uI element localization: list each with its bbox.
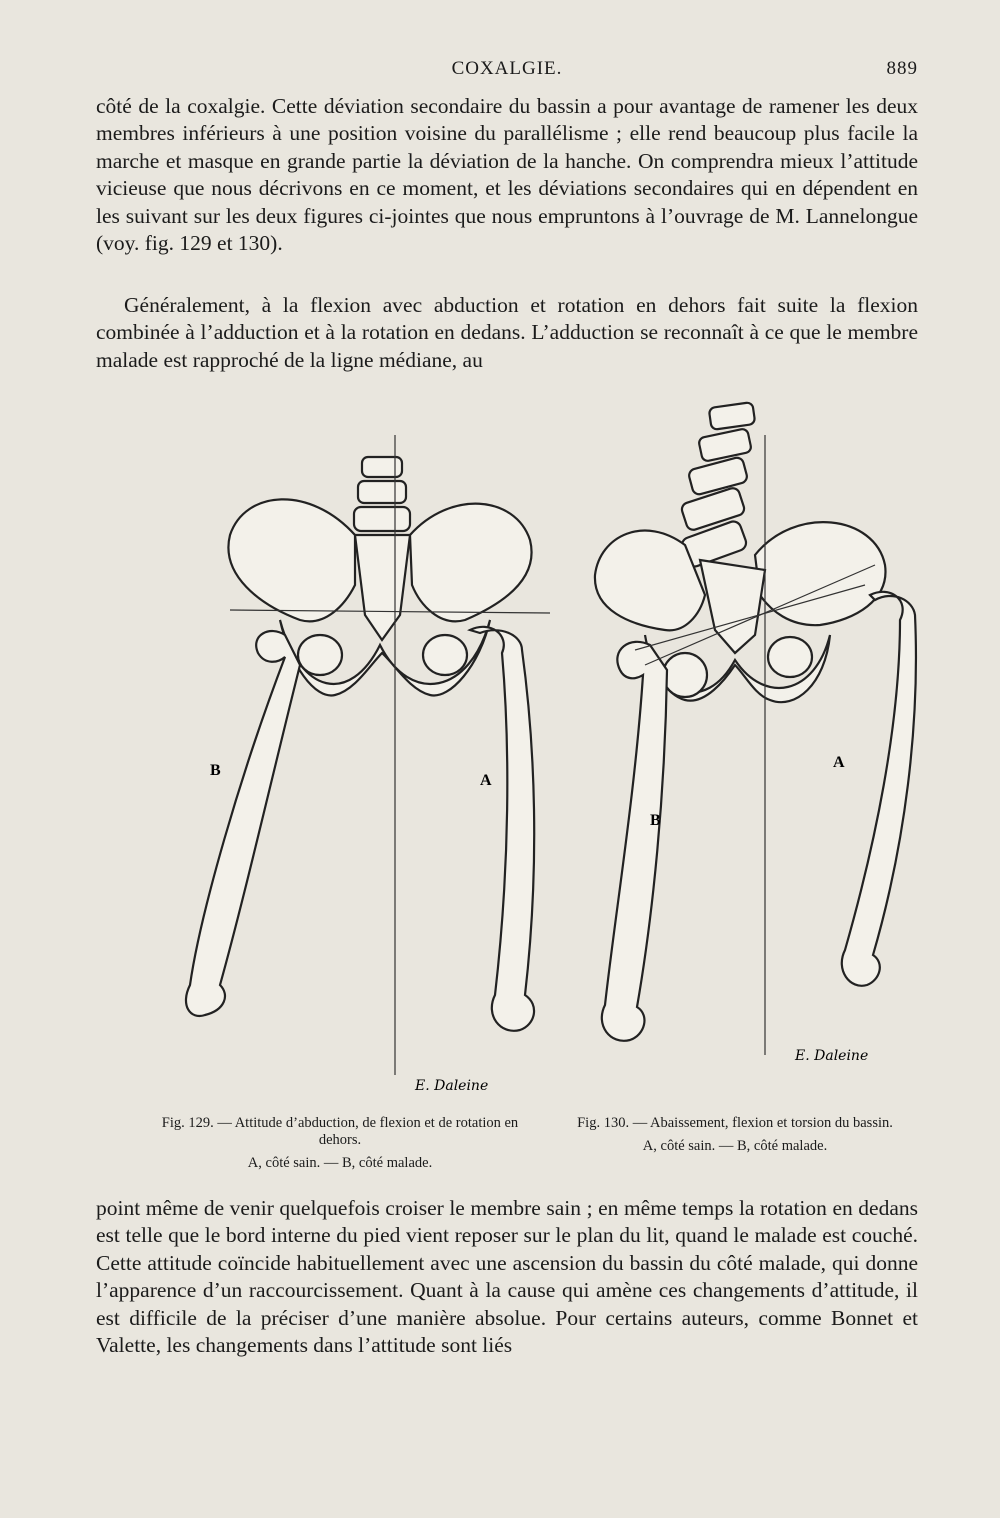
pelvis-torsion-drawing [575, 395, 935, 1115]
paragraph-top: côté de la coxalgie. Cette déviation secondaire du bassin a pour avantage de ramener les deux membres inférieurs à une position voisine du parallélisme ; elle rend beaucoup plus facile la marche et masque en grande partie la déviation de la hanche. On comprendra mieux l’attitude vicieuse que nous décrivons en ce moment, et les déviations secondaires qui en dépendent en les suivant sur les deux figures ci-jointes que nous empruntons à l’ouvrage de M. Lannelongue (voy. fig. 129 et 130). [96, 94, 918, 256]
right-obturator [768, 637, 812, 677]
right-iliac-wing [755, 522, 885, 625]
label-b: B [650, 812, 661, 829]
left-obturator [298, 635, 342, 675]
vertebra [354, 507, 410, 531]
caption-text: Fig. 130. — Abaissement, flexion et torsion du bassin. [577, 1115, 893, 1131]
label-b: B [210, 762, 221, 779]
figure-130-caption [560, 1115, 910, 1155]
pelvis-abduction-drawing [150, 395, 550, 1115]
vertebra [688, 456, 749, 496]
femur-right [470, 627, 534, 1031]
femur-left [602, 642, 667, 1041]
femur-right [842, 592, 916, 986]
vertebra [358, 481, 406, 503]
artist-signature: E. Daleine [795, 1048, 869, 1064]
vertebra [698, 428, 752, 462]
running-title: COXALGIE. [451, 58, 563, 79]
right-obturator [423, 635, 467, 675]
artist-signature: E. Daleine [415, 1078, 489, 1094]
caption-text: Fig. 129. — Attitude d’abduction, de flexion et de rotation en dehors. [161, 1115, 519, 1148]
running-header [96, 58, 918, 84]
caption-legend: A, côté sain. — B, côté malade. [642, 1138, 828, 1154]
sacrum [355, 535, 410, 640]
paragraph-bottom: point même de venir quelquefois croiser le membre sain ; en même temps la rotation en dedans est telle que le bord interne du pied vient reposer sur le plan du lit, quand le malade est couché. Cette attitude coïncide habituellement avec une ascension du bassin du côté malade, qui donne l’apparence d’un raccourcissement. Quant à la cause qui amène ces changements d’attitude, il est difficile de la préciser d’une manière absolue. Pour certains auteurs, comme Bonnet et Valette, les changements dans l’attitude sont liés [96, 1196, 918, 1358]
vertebra [362, 457, 402, 477]
left-obturator [663, 653, 707, 697]
femur-left [186, 631, 300, 1016]
label-a: A [480, 772, 492, 789]
right-iliac-wing [410, 504, 532, 622]
sacrum [700, 560, 765, 653]
figure-129-illustration [150, 395, 550, 1115]
figure-129-caption [150, 1115, 530, 1172]
caption-legend: A, côté sain. — B, côté malade. [247, 1155, 433, 1171]
page-number: 889 [886, 58, 918, 79]
paragraph-middle: Généralement, à la flexion avec abduction et rotation en dehors fait suite la flexion combinée à l’adduction et à la rotation en dedans. L’adduction se reconnaît à ce que le membre malade est rapproché de la ligne médiane, au [96, 293, 918, 372]
label-a: A [833, 754, 845, 771]
left-iliac-wing [228, 499, 355, 621]
vertebra [709, 402, 756, 430]
figure-130-illustration [575, 395, 935, 1115]
